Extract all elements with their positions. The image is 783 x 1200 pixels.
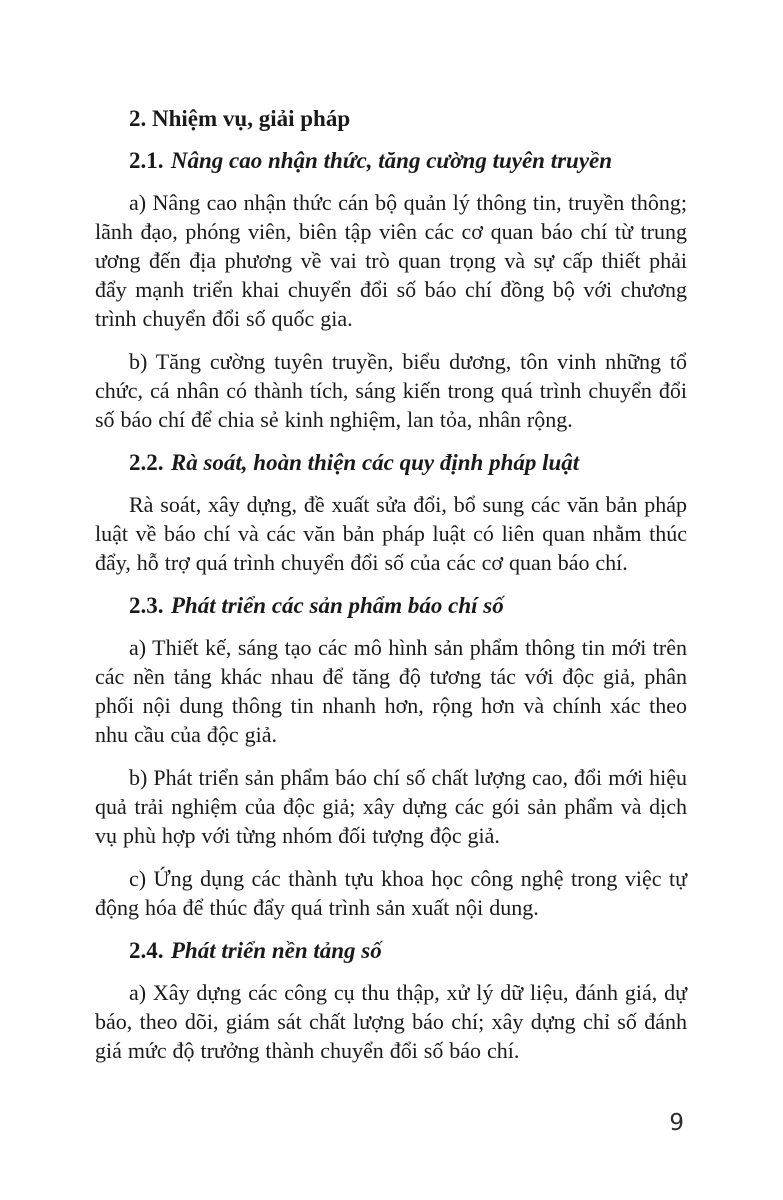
paragraph-2-1-b: b) Tăng cường tuyên truyền, biểu dương, tôn vinh những tổ chức, cá nhân có thành tích, sáng kiến trong quá trình chuyển đổi số báo chí để chia sẻ kinh nghiệm, lan tỏa, nhân rộng. <box>95 349 687 432</box>
heading-number: 2.4. <box>129 938 164 963</box>
heading-title: Phát triển nền tảng số <box>170 938 382 963</box>
heading-number: 2.3. <box>129 593 164 618</box>
paragraph-2-4-a: a) Xây dựng các công cụ thu thập, xử lý dữ liệu, đánh giá, dự báo, theo dõi, giám sát chất lượng báo chí; xây dựng chỉ số đánh giá mức độ trưởng thành chuyển đổi số báo chí. <box>95 980 687 1063</box>
section-heading-2-2 <box>95 448 687 477</box>
page-number: 9 <box>669 1110 684 1136</box>
section-heading-2-3 <box>95 591 687 620</box>
paragraph-2-3-b: b) Phát triển sản phẩm báo chí số chất lượng cao, đổi mới hiệu quả trải nghiệm của độc giả; xây dựng các gói sản phẩm và dịch vụ phù hợp với từng nhóm đối tượng độc giả. <box>95 765 687 848</box>
paragraph-2-3-a: a) Thiết kế, sáng tạo các mô hình sản phẩm thông tin mới trên các nền tảng khác nhau để tăng độ tương tác với độc giả, phân phối nội dung thông tin nhanh hơn, rộng hơn và chính xác theo nhu cầu của độc giả. <box>95 635 687 747</box>
section-heading-2-4 <box>95 936 687 965</box>
heading-title: Phát triển các sản phẩm báo chí số <box>170 593 504 618</box>
heading-title: Nâng cao nhận thức, tăng cường tuyên truyền <box>170 148 613 173</box>
heading-title: Rà soát, hoàn thiện các quy định pháp luật <box>170 450 580 475</box>
paragraph-2-2: Rà soát, xây dựng, đề xuất sửa đổi, bổ sung các văn bản pháp luật về báo chí và các văn bản pháp luật có liên quan nhằm thúc đẩy, hỗ trợ quá trình chuyển đổi số của các cơ quan báo chí. <box>95 492 687 575</box>
heading-number: 2.1. <box>129 148 164 173</box>
text-block <box>95 104 687 1079</box>
heading-number: 2.2. <box>129 450 164 475</box>
paragraph-2-1-a: a) Nâng cao nhận thức cán bộ quản lý thông tin, truyền thông; lãnh đạo, phóng viên, biên tập viên các cơ quan báo chí từ trung ương đến địa phương về vai trò quan trọng và sự cấp thiết phải đẩy mạnh triển khai chuyển đổi số báo chí đồng bộ với chương trình chuyển đổi số quốc gia. <box>95 190 687 331</box>
paragraph-2-3-c: c) Ứng dụng các thành tựu khoa học công nghệ trong việc tự động hóa để thúc đẩy quá trình sản xuất nội dung. <box>95 866 687 920</box>
section-heading-2-1 <box>95 146 687 175</box>
section-heading-2: 2. Nhiệm vụ, giải pháp <box>129 106 351 131</box>
